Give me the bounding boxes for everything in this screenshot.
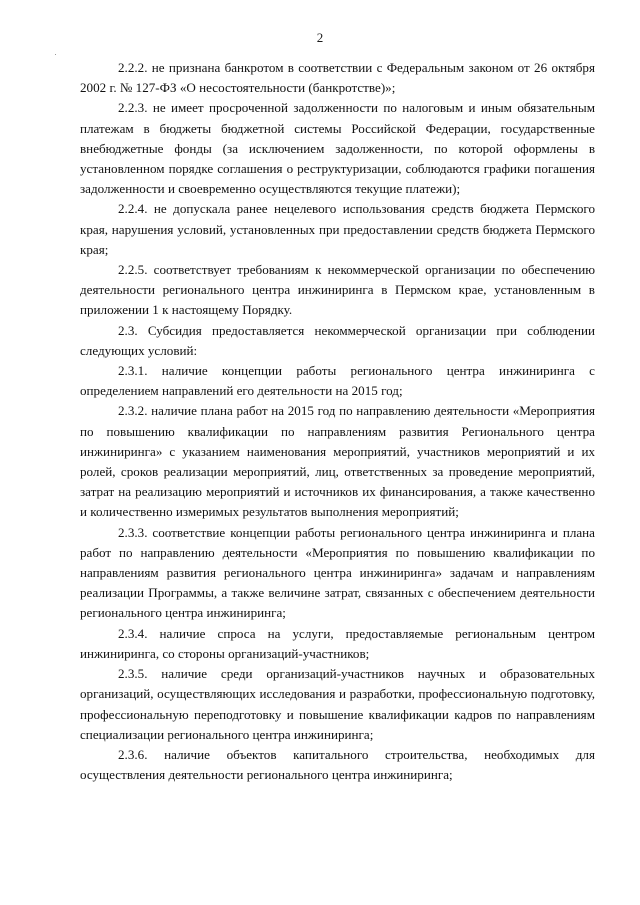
paragraph-2-3-6: 2.3.6. наличие объектов капитального строительства, необходимых для осуществления деятельности регионального центра инжиниринга; [80,746,595,783]
page-number: 2 [316,30,324,45]
paragraph-2-2-3: 2.2.3. не имеет просроченной задолженности по налоговым и иным обязательным платежам в бюджеты бюджетной системы Российской Федерации, государственные внебюджетные фонды (за исключением задолженности, по которой оформлены в установленном порядке соглашения о реструктуризации, соблюдаются графики погашения задолженности и своевременно осуществляются текущие платежи); [80,100,595,197]
paragraph-2-3-1: 2.3.1. наличие концепции работы регионального центра инжиниринга с определением направлений его деятельности на 2015 год; [80,363,595,399]
paragraph-2-3-5: 2.3.5. наличие среди организаций-участников научных и образовательных организаций, осуществляющих исследования и разработки, профессиональную подготовку, профессиональную переподготовку и повышение квалификации кадров по направлениям специализации регионального центра инжиниринга; [80,666,595,742]
margin-mark [55,54,56,55]
paragraph-2-2-4: 2.2.4. не допускала ранее нецелевого использования средств бюджета Пермского края, нарушения условий, установленных при предоставлении средств бюджета Пермского края; [80,201,595,257]
paragraph-2-2-5: 2.2.5. соответствует требованиям к некоммерческой организации по обеспечению деятельности регионального центра инжиниринга в Пермском крае, установленным в приложении 1 к настоящему Порядку. [80,262,595,318]
paragraph-2-3: 2.3. Субсидия предоставляется некоммерческой организации при соблюдении следующих условий: [80,322,595,358]
paragraph-2-3-2: 2.3.2. наличие плана работ на 2015 год по направлению деятельности «Мероприятия по повышению квалификации по направлениям развития Регионального центра инжиниринга» с указанием наименования мероприятий, участников мероприятий и их ролей, сроков реализации мероприятий, лиц, ответственных за проведение мероприятий, затрат на реализацию мероприятий и источников их финансирования, а также качественно и количественно измеримых результатов выполнения мероприятий; [80,403,595,520]
paragraph-2-3-4: 2.3.4. наличие спроса на услуги, предоставляемые региональным центром инжиниринга, со стороны организаций-участников; [80,625,595,661]
paragraph-2-3-3: 2.3.3. соответствие концепции работы регионального центра инжиниринга и плана работ по направлению деятельности «Мероприятия по повышению квалификации по направлениям развития регионального центра инжиниринга» задачам и направлениям реализации Программы, а также величине затрат, связанных с обеспечением деятельности регионального центра инжиниринга; [80,524,595,621]
paragraph-2-2-2: 2.2.2. не признана банкротом в соответствии с Федеральным законом от 26 октября 2002 г. № 127-ФЗ «О несостоятельности (банкротстве)»; [80,60,595,96]
document-body [80,58,595,785]
